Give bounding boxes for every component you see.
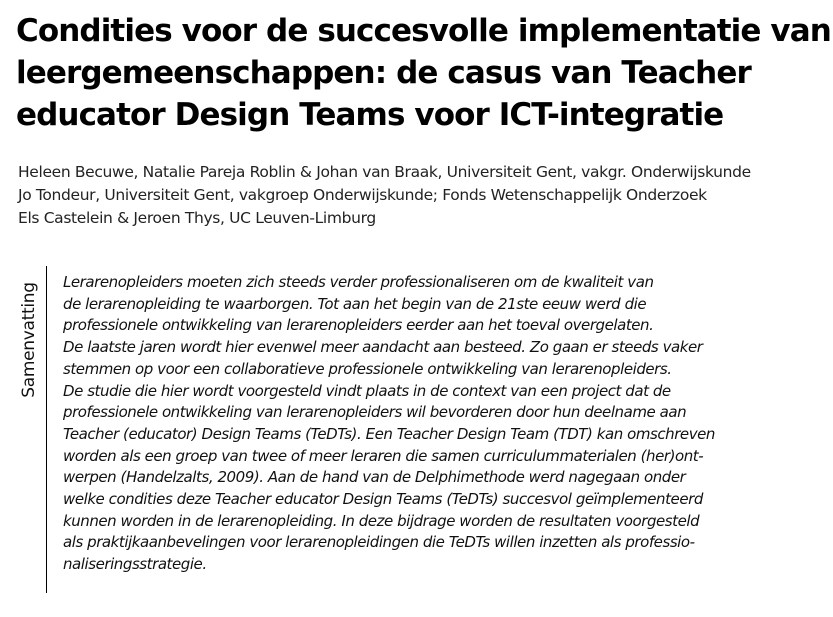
abstract-line: werpen (Handelzalts, 2009). Aan de hand van de Delphimethode werd nagegaan onder	[63, 468, 686, 487]
abstract-line: kunnen worden in de lerarenopleiding. In deze bijdrage worden de resultaten voorgesteld	[63, 511, 700, 530]
abstract-line: welke condities deze Teacher educator Design Teams (TeDTs) succesvol geïmplementeerd	[63, 490, 703, 509]
abstract-line: als praktijkaanbevelingen voor lerarenopleidingen die TeDTs willen inzetten als professio-	[63, 533, 695, 552]
abstract-line: worden als een groep van twee of meer leraren die samen curriculummaterialen (her)ont-	[63, 446, 704, 465]
abstract-line: De laatste jaren wordt hier evenwel meer aandacht aan besteed. Zo gaan er steeds vaker	[63, 338, 703, 357]
title-line: educator Design Teams voor ICT-integratie	[16, 97, 724, 133]
abstract-body	[63, 272, 823, 576]
abstract-line: naliseringsstrategie.	[63, 555, 207, 574]
abstract-line: Lerarenopleiders moeten zich steeds verder professionaliseren om de kwaliteit van	[63, 273, 654, 291]
title-line: Condities voor de succesvolle implementatie van	[16, 13, 831, 49]
abstract-line: de lerarenopleiding te waarborgen. Tot aan het begin van de 21ste eeuw werd die	[63, 294, 647, 313]
title-line: leergemeenschappen: de casus van Teacher	[16, 55, 751, 91]
abstract-line: De studie die hier wordt voorgesteld vindt plaats in de context van een project dat de	[63, 381, 671, 400]
author-line: Els Castelein & Jeroen Thys, UC Leuven-Limburg	[18, 209, 376, 227]
section-label	[11, 272, 47, 408]
author-line: Heleen Becuwe, Natalie Pareja Roblin & Johan van Braak, Universiteit Gent, vakgr. Onderwijskunde	[18, 163, 751, 181]
author-line: Jo Tondeur, Universiteit Gent, vakgroep Onderwijskunde; Fonds Wetenschappelijk Onderzoek	[18, 186, 707, 204]
abstract-line: professionele ontwikkeling van lerarenopleiders eerder aan het toeval overgelaten.	[63, 316, 654, 335]
paper-title	[16, 10, 831, 136]
abstract-line: stemmen op voor een collaboratieve professionele ontwikkeling van lerarenopleiders.	[63, 359, 672, 378]
author-list	[18, 161, 818, 230]
abstract-line: professionele ontwikkeling van lerarenopleiders wil bevorderen door hun deelname aan	[63, 403, 687, 422]
section-label-text: Samenvatting	[19, 282, 39, 398]
abstract-line: Teacher (educator) Design Teams (TeDTs). Een Teacher Design Team (TDT) kan omschreven	[63, 424, 715, 443]
section-divider	[46, 266, 47, 593]
